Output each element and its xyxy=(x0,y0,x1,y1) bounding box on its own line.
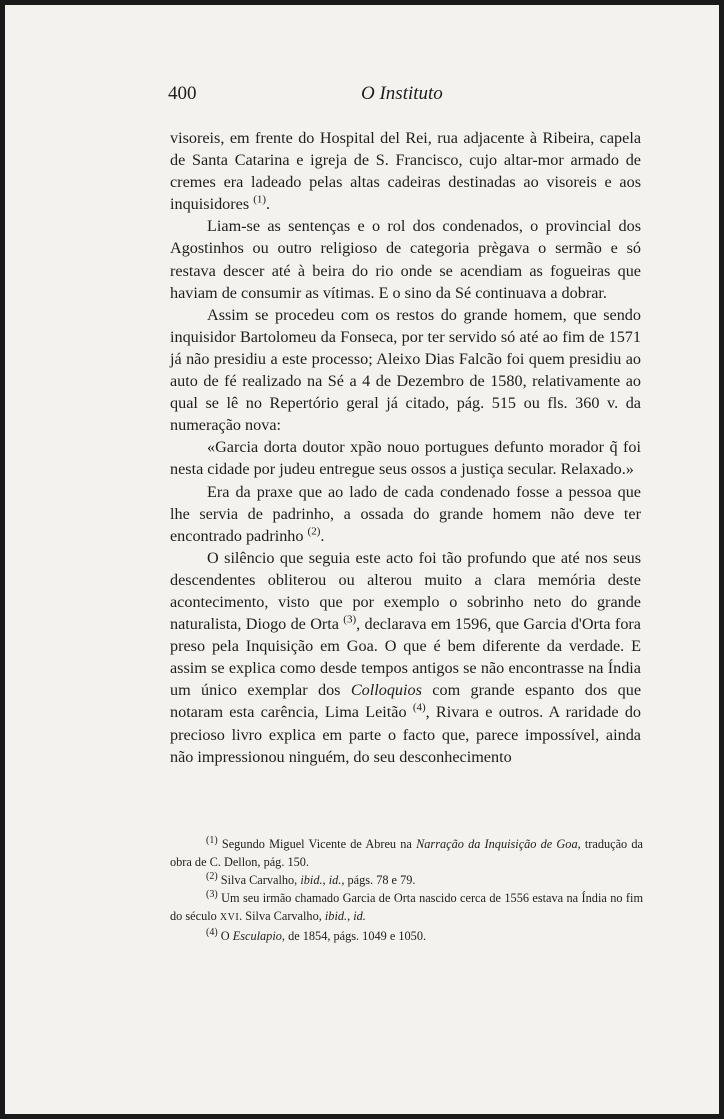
book-title: Colloquios xyxy=(350,681,422,700)
footnote: $^{(4)}$ O Esculapio, de 1854, págs. 1049 e 1050. xyxy=(206,926,427,943)
quotation: «Garcia dorta doutor xpão nouo portugues defunto morador q̃ foi nesta cidade por judeu entregue seus ossos a justiça secular. Relaxado.» xyxy=(170,438,641,479)
running-title: O Instituto xyxy=(361,83,443,104)
paragraph: Era da praxe que ao lado de cada condenado fosse a pessoa que lhe servia de padrinho, a ossada do grande homem não deve ter encontrado padrinho $^{(2)}$. xyxy=(170,482,641,545)
footnote-ref: (3) xyxy=(343,613,357,626)
footnote-ref: (1) xyxy=(253,193,267,206)
footnote-ref: (2) xyxy=(307,525,321,538)
footnote: $^{(3)}$ Um seu irmão chamado Garcia de Orta nascido cerca de 1556 estava na Índia no fim do século XVI. Silva Carvalho, ibid., id. xyxy=(170,888,644,923)
paragraph: Liam-se as sentenças e o rol dos condenados, o provincial dos Agostinhos ou outro religioso de categoria prègava o sermão e só restava descer até à beira do rio onde se acendiam as fogueiras que haviam de consumir as vítimas. E o sino da Sé continuava a dobrar. xyxy=(170,217,641,302)
footnote: $^{(2)}$ Silva Carvalho, ibid., id., págs. 78 e 79. xyxy=(206,870,416,887)
page-header xyxy=(168,83,568,107)
footnotes xyxy=(170,835,643,945)
paragraph: O silêncio que seguia este acto foi tão profundo que até nos seus descendentes obliterou ou alterou muito a clara memória deste acontecimento, visto que por exemplo o sobrinho neto do grande naturalista, Diogo de Orta $^{(3)}$, declarava em 1596, que Garcia d'Orta fora preso pela Inquisição em Goa. O que é bem diferente da verdade. E assim se explica como desde tempos antigos se não encontrasse na Índia um único exemplar dos Colloquios com grande espanto dos que notaram esta carência, Lima Leitão $^{(4)}$, Rivara e outros. A raridade do precioso livro explica em parte o facto que, parece impossível, ainda não impressionou ninguém, do seu desconhecimento xyxy=(170,548,642,766)
footnote: $^{(1)}$ Segundo Miguel Vicente de Abreu na Narração da Inquisição de Goa, tradução da obra de C. Dellon, pág. 150. xyxy=(170,834,643,869)
page-number: 400 xyxy=(168,83,197,104)
paragraph: Assim se procedeu com os restos do grande homem, que sendo inquisidor Bartolomeu da Fonseca, por ter servido só até ao fim de 1571 já não presidiu a este processo; Aleixo Dias Falcão foi quem presidiu ao auto de fé realizado na Sé a 4 de Dezembro de 1580, relativamente ao qual se lê no Repertório geral já citado, pág. 515 ou fls. 360 v. da numeração nova: xyxy=(170,305,641,435)
footnote-ref: (4) xyxy=(412,702,426,715)
paragraph: visoreis, em frente do Hospital del Rei, rua adjacente à Ribeira, capela de Santa Catarina e igreja de S. Francisco, cujo altar-mor armado de cremes era ladeado pelas altas cadeiras destinadas ao visoreis e aos inquisidores $^{(1)}$. xyxy=(170,129,641,214)
main-text xyxy=(170,127,641,768)
book-page xyxy=(5,5,719,1114)
